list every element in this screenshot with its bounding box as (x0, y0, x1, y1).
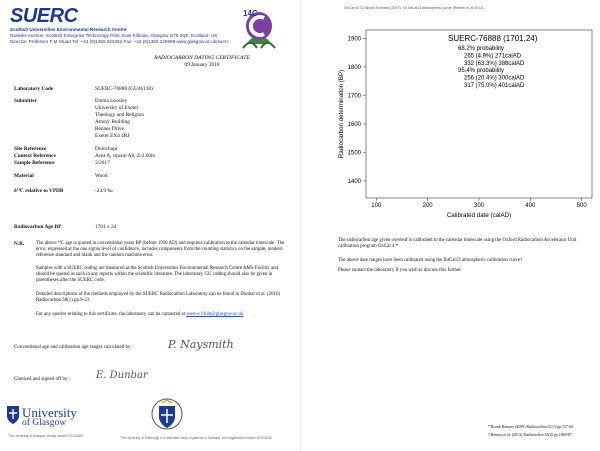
right-paragraph-2: The above date ranges have been calibrated using the IntCal13 atmospheric calibration curve† (338, 258, 523, 263)
suerc-logo: SUERC (10, 5, 78, 27)
field-value-site-ref: Dolochopi (95, 146, 118, 152)
uog-logo-line1: University (22, 405, 77, 420)
reference-2-author: † Reimer et al. (2013) (488, 433, 523, 437)
checked-by-label: Checked and signed off by : (14, 377, 71, 382)
certificate-title: RADIOCARBON DATING CERTIFICATE (154, 55, 250, 61)
legend-entry: 95.4% probability (458, 68, 505, 75)
legend-entry: 256 (20.4%) 300calAD (464, 75, 525, 82)
y-tick-label: 1500 (347, 150, 361, 157)
signature-naysmith: P. Naysmith (168, 338, 234, 351)
y-tick-label: 1400 (347, 178, 361, 185)
nb-paragraph-3: Detailed descriptions of the methods employed by the SUERC Radiocarbon Laboratory can be found in Dunbar et al. (2016) Radiocarbon 58(1) pp.9-23 (36, 292, 281, 304)
y-tick-label: 1800 (347, 65, 361, 72)
field-value-lab-code: SUERC-76888 (GU46138) (95, 86, 153, 92)
field-value-submitter-line3: Theology and Religion (95, 112, 144, 118)
reference-1-author: * Bronk Ramsey (2009) (488, 425, 526, 429)
legend-entry: 265 (4.9%) 271calAD (464, 53, 522, 60)
org-director: Director: Professor F M Stuart Tel: +44 (0)1355 223332 Fax: +44 (0)1355 229898 www.glasgow.ac.uk/suerc (10, 39, 229, 44)
contact-line (36, 312, 291, 318)
legend-entry: 332 (63.3%) 388calAD (464, 60, 525, 67)
field-value-material: Wood (95, 173, 108, 179)
field-value-submitter: Emma Loosley (95, 98, 128, 104)
right-paragraph-1: The radiocarbon age given overleaf is calibrated to the calendar timescale using the Oxford Radiocarbon Accelerator Unit calibration program OxCal 4.* (338, 238, 577, 250)
x-tick-label: 400 (525, 203, 536, 209)
calculated-by-label: Conventional age and calibration age ranges calculated by : (14, 345, 134, 350)
page-divider (300, 0, 301, 451)
chart-header-text: OxCal v4.3.2 Bronk Ramsey (2017); r:5 IntCal13 atmospheric curve (Reimer et al 2013) (344, 6, 484, 10)
legend-entry: 317 (75.0%) 401calAD (464, 83, 525, 89)
field-value-context-ref: Area A, square A8, Z-2.60m (95, 153, 156, 159)
field-value-submitter-line6: Exeter EX4 4RJ (95, 133, 130, 139)
field-value-submitter-line5: Rennes Drive (95, 126, 124, 132)
contact-text: For any queries relating to this certificate, the laboratory can be contacted at (36, 312, 185, 317)
signature-dunbar: E. Dunbar (96, 370, 148, 381)
edinburgh-crest-icon (150, 397, 184, 435)
reference-2-journal: Radiocarbon 55(4) pp.1869-87 (523, 433, 572, 437)
y-tick-label: 1600 (347, 121, 361, 128)
field-label-sample-ref: Sample Reference (14, 160, 55, 166)
nb-paragraph-1: The above ¹⁴C age is quoted in conventional years BP (before 1950 AD) and requires calibration to the calendar timescale. The error, expressed at the one sigma level of confidence, includes components from the counting statistics on the sample, modern reference standard and blank and the random machine error. (36, 241, 285, 259)
uog-logo-line2: of Glasgow (22, 418, 67, 428)
field-value-radiocarbon-age: 1701 ± 24 (95, 224, 117, 230)
field-label-submitter: Submitter (14, 98, 37, 104)
nb-paragraph-2: Samples with a SUERC coding are measured at the Scottish Universities Environmental Research Centre AMS Facility and should be quoted as such in any reports within the scientific literature. The laboratory GU coding should also be given in parentheses after the SUERC code. (36, 266, 279, 284)
field-value-sample-ref: 3/2017 (95, 160, 110, 166)
field-value-submitter-line4: Amory Building (95, 119, 130, 125)
field-value-submitter-line2: University of Exeter (95, 105, 139, 111)
c14-logo-text: 14C (243, 9, 258, 18)
org-name: Scottish Universities Environmental Research Centre (10, 27, 127, 32)
certificate-date: 09 January 2018 (184, 62, 220, 68)
nb-label: N.B. (14, 241, 25, 247)
contact-email-link[interactable]: suerc-c14lab@glasgow.ac.uk (186, 312, 244, 317)
x-tick-label: 200 (422, 203, 433, 209)
edinburgh-charity-note: The University of Edinburgh is a charitable body, registered in Scotland, with registration number SC005336 (120, 436, 272, 440)
x-tick-label: 100 (371, 203, 382, 209)
org-address: Rankine Avenue, Scottish Enterprise Technology Park, East Kilbride, Glasgow G75 0QF, Scotland, UK (10, 33, 218, 38)
right-paragraph-3: Please contact the laboratory if you wish to discuss this further. (338, 268, 462, 273)
legend-entry: 68.2% probability (458, 46, 505, 52)
y-tick-label: 1900 (347, 36, 361, 43)
uog-crest-icon (6, 405, 20, 425)
x-tick-label: 300 (473, 203, 485, 209)
x-tick-label: 500 (576, 203, 587, 209)
reference-2 (488, 433, 572, 438)
reference-1 (488, 425, 573, 430)
field-label-d13c: δ¹³C relative to VPDB (14, 188, 64, 194)
field-label-context-ref: Context Reference (14, 153, 56, 159)
uog-charity-note: The University of Glasgow, charity number SC004401 (8, 434, 84, 438)
field-value-d13c: -24.9 ‰ (95, 188, 113, 194)
y-axis-label: Radiocarbon determination (BP) (338, 69, 345, 159)
reference-1-journal: Radiocarbon 51(1) pp.337-60 (526, 425, 574, 429)
calibration-chart (336, 12, 596, 222)
field-label-lab-code: Laboratory Code (14, 86, 54, 92)
field-label-material: Material (14, 173, 34, 179)
y-tick-label: 1700 (347, 93, 361, 100)
x-axis-label: Calibrated date (calAD) (446, 212, 512, 219)
field-label-radiocarbon-age: Radiocarbon Age BP (14, 224, 62, 230)
chart-title: SUERC-76888 (1701,24) (448, 34, 538, 43)
field-label-site-ref: Site Reference (14, 146, 47, 152)
c14-thistle-logo (237, 4, 281, 50)
